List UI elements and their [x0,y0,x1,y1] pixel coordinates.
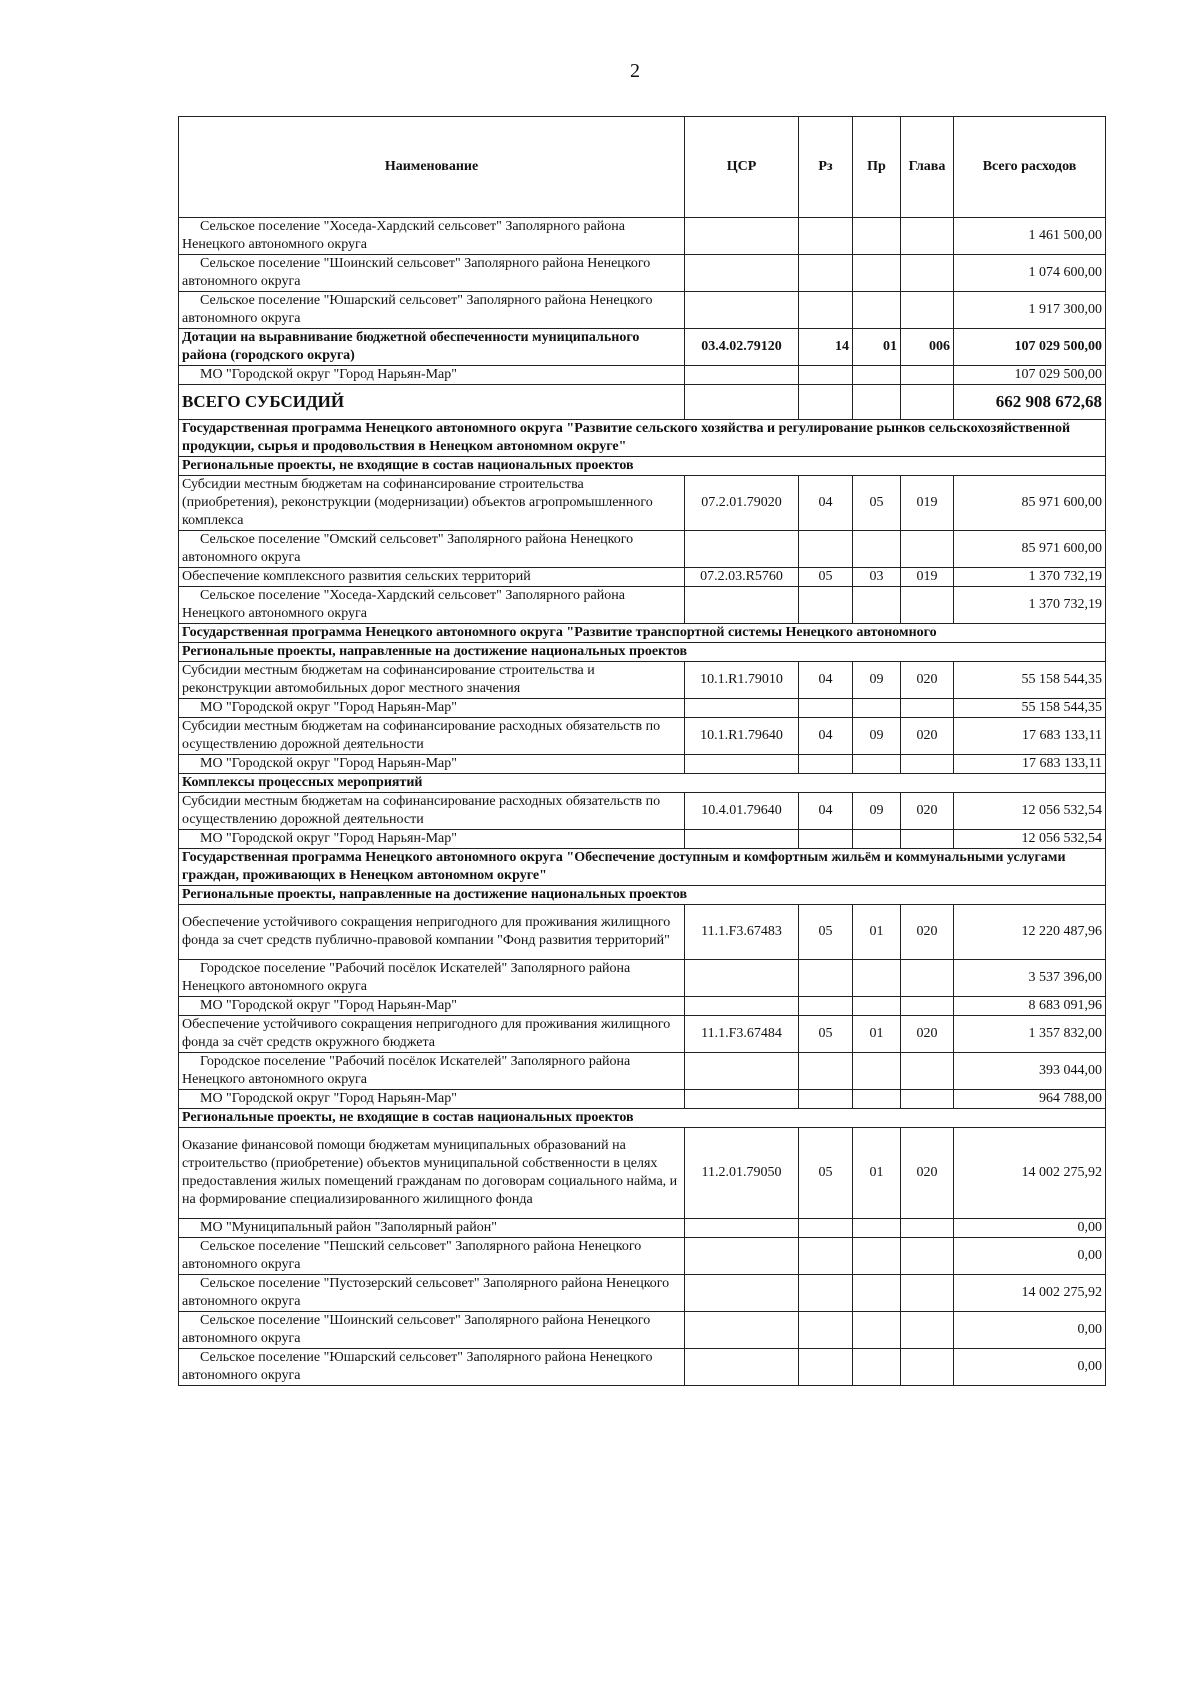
row-csr [685,1312,799,1349]
row-csr [685,960,799,997]
table-row [179,1016,1106,1053]
section-title: Государственная программа Ненецкого автономного округа "Обеспечение доступным и комфортным жильём и коммунальными услугами граждан, проживающих в Ненецком автономном округе" [179,849,1106,886]
row-csr [685,1275,799,1312]
row-glava [901,755,954,774]
section-title: Государственная программа Ненецкого автономного округа "Развитие транспортной системы Ненецкого автономного [179,624,1106,643]
row-rz [799,755,853,774]
table-row [179,718,1106,755]
row-glava: 020 [901,1128,954,1219]
row-total: 3 537 396,00 [954,960,1106,997]
row-rz [799,255,853,292]
row-name: Городское поселение "Рабочий посёлок Искателей" Заполярного района Ненецкого автономного округа [179,1053,685,1090]
row-glava [901,531,954,568]
row-rz: 14 [799,329,853,366]
row-rz [799,1090,853,1109]
row-rz: 05 [799,568,853,587]
table-row [179,1090,1106,1109]
row-pr [853,531,901,568]
table-row [179,476,1106,531]
table-row [179,292,1106,329]
row-rz: 04 [799,793,853,830]
row-pr [853,1349,901,1386]
row-pr [853,960,901,997]
row-total: 85 971 600,00 [954,531,1106,568]
row-rz [799,385,853,420]
row-total: 85 971 600,00 [954,476,1106,531]
row-name: МО "Муниципальный район "Заполярный район" [179,1219,685,1238]
table-row [179,1238,1106,1275]
row-name: Сельское поселение "Хоседа-Хардский сельсовет" Заполярного района Ненецкого автономного округа [179,218,685,255]
row-total: 1 461 500,00 [954,218,1106,255]
table-header [179,117,1106,218]
header-rz: Рз [799,117,853,218]
row-glava [901,1219,954,1238]
row-total: 393 044,00 [954,1053,1106,1090]
row-glava [901,699,954,718]
row-glava: 006 [901,329,954,366]
row-glava [901,366,954,385]
row-csr: 10.4.01.79640 [685,793,799,830]
row-glava [901,255,954,292]
row-rz: 04 [799,718,853,755]
row-rz [799,587,853,624]
row-glava: 020 [901,662,954,699]
table-row [179,568,1106,587]
table-row [179,255,1106,292]
row-pr: 09 [853,718,901,755]
row-rz [799,366,853,385]
row-csr: 11.1.F3.67484 [685,1016,799,1053]
row-total: 1 370 732,19 [954,568,1106,587]
row-name: Субсидии местным бюджетам на софинансирование расходных обязательств по осуществлению дорожной деятельности [179,718,685,755]
row-pr [853,1053,901,1090]
row-pr [853,1312,901,1349]
row-rz: 04 [799,476,853,531]
row-pr: 05 [853,476,901,531]
row-rz [799,1275,853,1312]
table-row [179,1128,1106,1219]
row-csr: 11.1.F3.67483 [685,905,799,960]
row-total: 107 029 500,00 [954,366,1106,385]
row-name: Сельское поселение "Хоседа-Хардский сельсовет" Заполярного района Ненецкого автономного округа [179,587,685,624]
row-name: Сельское поселение "Омский сельсовет" Заполярного района Ненецкого автономного округа [179,531,685,568]
row-name: Субсидии местным бюджетам на софинансирование строительства и реконструкции автомобильных дорог местного значения [179,662,685,699]
section-row [179,774,1106,793]
row-name: Оказание финансовой помощи бюджетам муниципальных образований на строительство (приобретение) объектов муниципальной собственности в целях предоставления жилых помещений гражданам по договорам социального найма, и на формирование специализированного жилищного фонда [179,1128,685,1219]
row-pr [853,385,901,420]
row-total: 8 683 091,96 [954,997,1106,1016]
row-rz [799,531,853,568]
row-pr [853,218,901,255]
row-glava: 019 [901,476,954,531]
row-total: 1 357 832,00 [954,1016,1106,1053]
row-rz [799,1349,853,1386]
row-total: 0,00 [954,1312,1106,1349]
row-total: 12 056 532,54 [954,830,1106,849]
table-row [179,793,1106,830]
row-csr [685,1349,799,1386]
row-name: МО "Городской округ "Город Нарьян-Мар" [179,830,685,849]
row-rz: 05 [799,905,853,960]
row-rz [799,997,853,1016]
row-glava [901,1349,954,1386]
row-name: Обеспечение устойчивого сокращения непригодного для проживания жилищного фонда за счёт средств окружного бюджета [179,1016,685,1053]
row-pr [853,1275,901,1312]
row-pr: 01 [853,1016,901,1053]
row-rz: 04 [799,662,853,699]
row-csr [685,830,799,849]
row-csr: 10.1.R1.79640 [685,718,799,755]
row-csr: 03.4.02.79120 [685,329,799,366]
row-csr: 07.2.03.R5760 [685,568,799,587]
header-name: Наименование [179,117,685,218]
section-row [179,643,1106,662]
row-csr: 10.1.R1.79010 [685,662,799,699]
row-glava [901,997,954,1016]
row-pr: 01 [853,905,901,960]
row-csr [685,531,799,568]
section-row [179,1109,1106,1128]
section-title: Региональные проекты, не входящие в состав национальных проектов [179,1109,1106,1128]
row-name: Сельское поселение "Юшарский сельсовет" Заполярного района Ненецкого автономного округа [179,292,685,329]
table-row [179,329,1106,366]
row-pr [853,699,901,718]
row-pr [853,997,901,1016]
row-pr [853,255,901,292]
row-pr: 09 [853,662,901,699]
row-name: МО "Городской округ "Город Нарьян-Мар" [179,366,685,385]
row-csr [685,218,799,255]
section-row [179,420,1106,457]
row-rz [799,1219,853,1238]
table-row [179,960,1106,997]
row-rz [799,830,853,849]
section-title: Региональные проекты, направленные на достижение национальных проектов [179,643,1106,662]
row-name: Обеспечение комплексного развития сельских территорий [179,568,685,587]
section-row [179,886,1106,905]
row-glava [901,960,954,997]
row-csr [685,699,799,718]
row-total: 1 917 300,00 [954,292,1106,329]
section-row [179,624,1106,643]
section-row [179,849,1106,886]
row-total: 0,00 [954,1238,1106,1275]
row-pr: 01 [853,329,901,366]
row-pr [853,1090,901,1109]
row-pr: 09 [853,793,901,830]
row-glava [901,292,954,329]
row-rz [799,292,853,329]
row-total: 0,00 [954,1219,1106,1238]
row-glava: 020 [901,718,954,755]
row-csr [685,385,799,420]
row-total: 17 683 133,11 [954,755,1106,774]
row-pr: 03 [853,568,901,587]
table-row [179,366,1106,385]
row-name: Субсидии местным бюджетам на софинансирование расходных обязательств по осуществлению дорожной деятельности [179,793,685,830]
row-name: Сельское поселение "Юшарский сельсовет" Заполярного района Ненецкого автономного округа [179,1349,685,1386]
budget-table [178,116,1106,1386]
row-csr [685,997,799,1016]
row-total: 0,00 [954,1349,1106,1386]
row-total: 17 683 133,11 [954,718,1106,755]
header-total: Всего расходов [954,117,1106,218]
header-pr: Пр [853,117,901,218]
row-name: Субсидии местным бюджетам на софинансирование строительства (приобретения), реконструкции (модернизации) объектов агропромышленного комплекса [179,476,685,531]
row-name: Сельское поселение "Пешский сельсовет" Заполярного района Ненецкого автономного округа [179,1238,685,1275]
row-csr [685,755,799,774]
row-csr [685,1219,799,1238]
row-name: Обеспечение устойчивого сокращения непригодного для проживания жилищного фонда за счет средств публично-правовой компании "Фонд развития территорий" [179,905,685,960]
row-name: Дотации на выравнивание бюджетной обеспеченности муниципального района (городского округа) [179,329,685,366]
row-pr [853,292,901,329]
row-rz: 05 [799,1016,853,1053]
row-glava [901,587,954,624]
header-csr: ЦСР [685,117,799,218]
row-csr [685,1238,799,1275]
grand-total-row [179,385,1106,420]
row-name: Сельское поселение "Шоинский сельсовет" Заполярного района Ненецкого автономного округа [179,255,685,292]
table-row [179,662,1106,699]
table-row [179,755,1106,774]
row-name: МО "Городской округ "Город Нарьян-Мар" [179,1090,685,1109]
row-name: Городское поселение "Рабочий посёлок Искателей" Заполярного района Ненецкого автономного округа [179,960,685,997]
row-rz [799,1312,853,1349]
row-csr [685,255,799,292]
row-rz [799,699,853,718]
row-pr [853,587,901,624]
row-glava: 020 [901,793,954,830]
page-number: 2 [630,60,640,82]
table-row [179,218,1106,255]
row-total: 662 908 672,68 [954,385,1106,420]
row-total: 107 029 500,00 [954,329,1106,366]
row-name: МО "Городской округ "Город Нарьян-Мар" [179,997,685,1016]
row-name: МО "Городской округ "Город Нарьян-Мар" [179,699,685,718]
row-glava [901,830,954,849]
row-csr [685,366,799,385]
section-title: Региональные проекты, направленные на достижение национальных проектов [179,886,1106,905]
table-row [179,1349,1106,1386]
row-pr: 01 [853,1128,901,1219]
row-pr [853,366,901,385]
row-pr [853,830,901,849]
row-rz [799,218,853,255]
row-name: ВСЕГО СУБСИДИЙ [179,385,685,420]
row-glava: 020 [901,1016,954,1053]
row-csr [685,1053,799,1090]
row-total: 55 158 544,35 [954,662,1106,699]
row-total: 14 002 275,92 [954,1275,1106,1312]
section-title: Комплексы процессных мероприятий [179,774,1106,793]
row-name: Сельское поселение "Пустозерский сельсовет" Заполярного района Ненецкого автономного округа [179,1275,685,1312]
section-title: Государственная программа Ненецкого автономного округа "Развитие сельского хозяйства и регулирование рынков сельскохозяйственной продукции, сырья и продовольствия в Ненецком автономном округе" [179,420,1106,457]
row-rz: 05 [799,1128,853,1219]
table-row [179,587,1106,624]
table-row [179,699,1106,718]
table-row [179,1219,1106,1238]
row-glava [901,1053,954,1090]
row-total: 14 002 275,92 [954,1128,1106,1219]
table-row [179,830,1106,849]
table-row [179,531,1106,568]
row-total: 1 370 732,19 [954,587,1106,624]
table-row [179,905,1106,960]
row-pr [853,1238,901,1275]
row-total: 12 220 487,96 [954,905,1106,960]
row-rz [799,1053,853,1090]
row-csr [685,587,799,624]
row-csr [685,1090,799,1109]
table-row [179,1312,1106,1349]
row-pr [853,1219,901,1238]
row-glava: 019 [901,568,954,587]
row-pr [853,755,901,774]
row-glava [901,385,954,420]
section-title: Региональные проекты, не входящие в состав национальных проектов [179,457,1106,476]
row-rz [799,960,853,997]
row-total: 964 788,00 [954,1090,1106,1109]
row-total: 12 056 532,54 [954,793,1106,830]
row-glava: 020 [901,905,954,960]
row-glava [901,1275,954,1312]
row-glava [901,218,954,255]
row-name: МО "Городской округ "Город Нарьян-Мар" [179,755,685,774]
row-glava [901,1090,954,1109]
section-row [179,457,1106,476]
table-row [179,997,1106,1016]
row-total: 1 074 600,00 [954,255,1106,292]
header-glava: Глава [901,117,954,218]
row-csr [685,292,799,329]
row-total: 55 158 544,35 [954,699,1106,718]
row-glava [901,1238,954,1275]
row-name: Сельское поселение "Шоинский сельсовет" Заполярного района Ненецкого автономного округа [179,1312,685,1349]
row-glava [901,1312,954,1349]
table-row [179,1053,1106,1090]
row-csr: 11.2.01.79050 [685,1128,799,1219]
table-row [179,1275,1106,1312]
row-csr: 07.2.01.79020 [685,476,799,531]
row-rz [799,1238,853,1275]
